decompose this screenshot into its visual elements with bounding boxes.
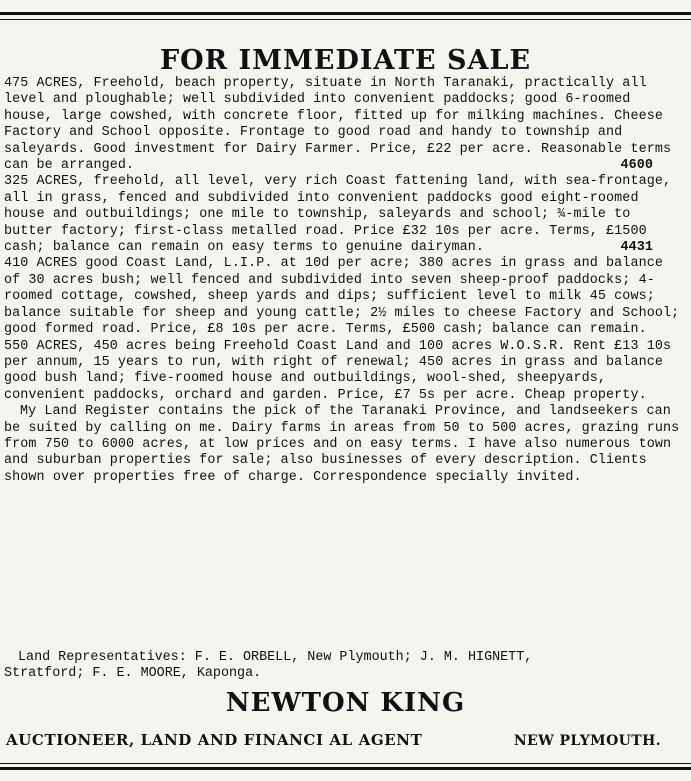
firm-location: NEW PLYMOUTH. <box>513 733 661 749</box>
listing-text: 475 ACRES, Freehold, beach property, situate in North Taranaki, practically all level and ploughable; well subdivided into convenient paddocks; good 6-roomed house, large cowshed, with concrete floor, fitted up for milking machines. Cheese Factory and School opposite. Frontage to good road and handy to township and saleyards. Good investment for Dairy Farmer. Price, £22 per acre. Reasonable terms can be arranged. <box>4 76 672 174</box>
firm-description: AUCTIONEER, LAND AND FINANCI AL AGENT <box>6 731 423 749</box>
listing-reference-number: 4600 <box>620 158 653 174</box>
representatives-line-1: Land Representatives: F. E. ORBELL, New Plymouth; J. M. HIGNETT, <box>18 650 533 665</box>
ad-heading: FOR IMMEDIATE SALE <box>159 45 532 76</box>
listing-text: 550 ACRES, 450 acres being Freehold Coast Land and 100 acres W.O.S.R. Rent £13 10s per annum, 15 years to run, with right of renewal; 450 acres in grass and balance good bush land; five-roomed house and outbuildings, wool-shed, sheepyards, convenient paddocks, orchard and garden. Price, £7 5s per acre. Cheap property. <box>4 338 672 403</box>
listing-text: 410 ACRES good Coast Land, L.I.P. at 10d per acre; 380 acres in grass and balance of 30 acres bush; well fenced and subdivided into seven sheep-proof paddocks; 4-roomed cottage, cowshed, sheep yards and dips; sufficient level to milk 45 cows; balance suitable for sheep and young cattle; 2½ miles to cheese Factory and School; good formed road. Price, £8 10s per acre. Terms, £500 cash; balance can remain. <box>4 256 680 338</box>
listing-reference-number: 4431 <box>620 240 653 256</box>
representatives-line-2: Stratford; F. E. MOORE, Kaponga. <box>4 666 262 682</box>
bottom-border-rule <box>0 767 691 770</box>
ad-body <box>4 76 687 486</box>
bottom-border-thin-rule <box>0 763 691 764</box>
listing-410-acres <box>4 256 687 338</box>
firm-name: NEWTON KING <box>225 688 466 718</box>
top-border-rule <box>0 12 691 15</box>
top-border-thin-rule <box>0 19 691 20</box>
land-register-paragraph: My Land Register contains the pick of the Taranaki Province, and landseekers can be suited by calling on me. Dairy farms in areas from 50 to 500 acres, grazing runs from 750 to 6000 acres, at low prices and on easy terms. I have also numerous town and suburban properties for sale; also businesses of every description. Clients shown over properties free of charge. Correspondence specially invited. <box>4 404 680 485</box>
land-representatives <box>4 650 687 683</box>
listing-text: 325 ACRES, freehold, all level, very rich Coast fattening land, with sea-frontage, all in grass, fenced and subdivided into convenient paddocks good eight-roomed house and outbuildings; one mile to township, saleyards and school; ¾-mile to butter factory; first-class metalled road. Price £32 10s per acre. Terms, £1500 cash; balance can remain on easy terms to genuine dairyman. <box>4 174 672 256</box>
listing-550-acres <box>4 339 687 405</box>
